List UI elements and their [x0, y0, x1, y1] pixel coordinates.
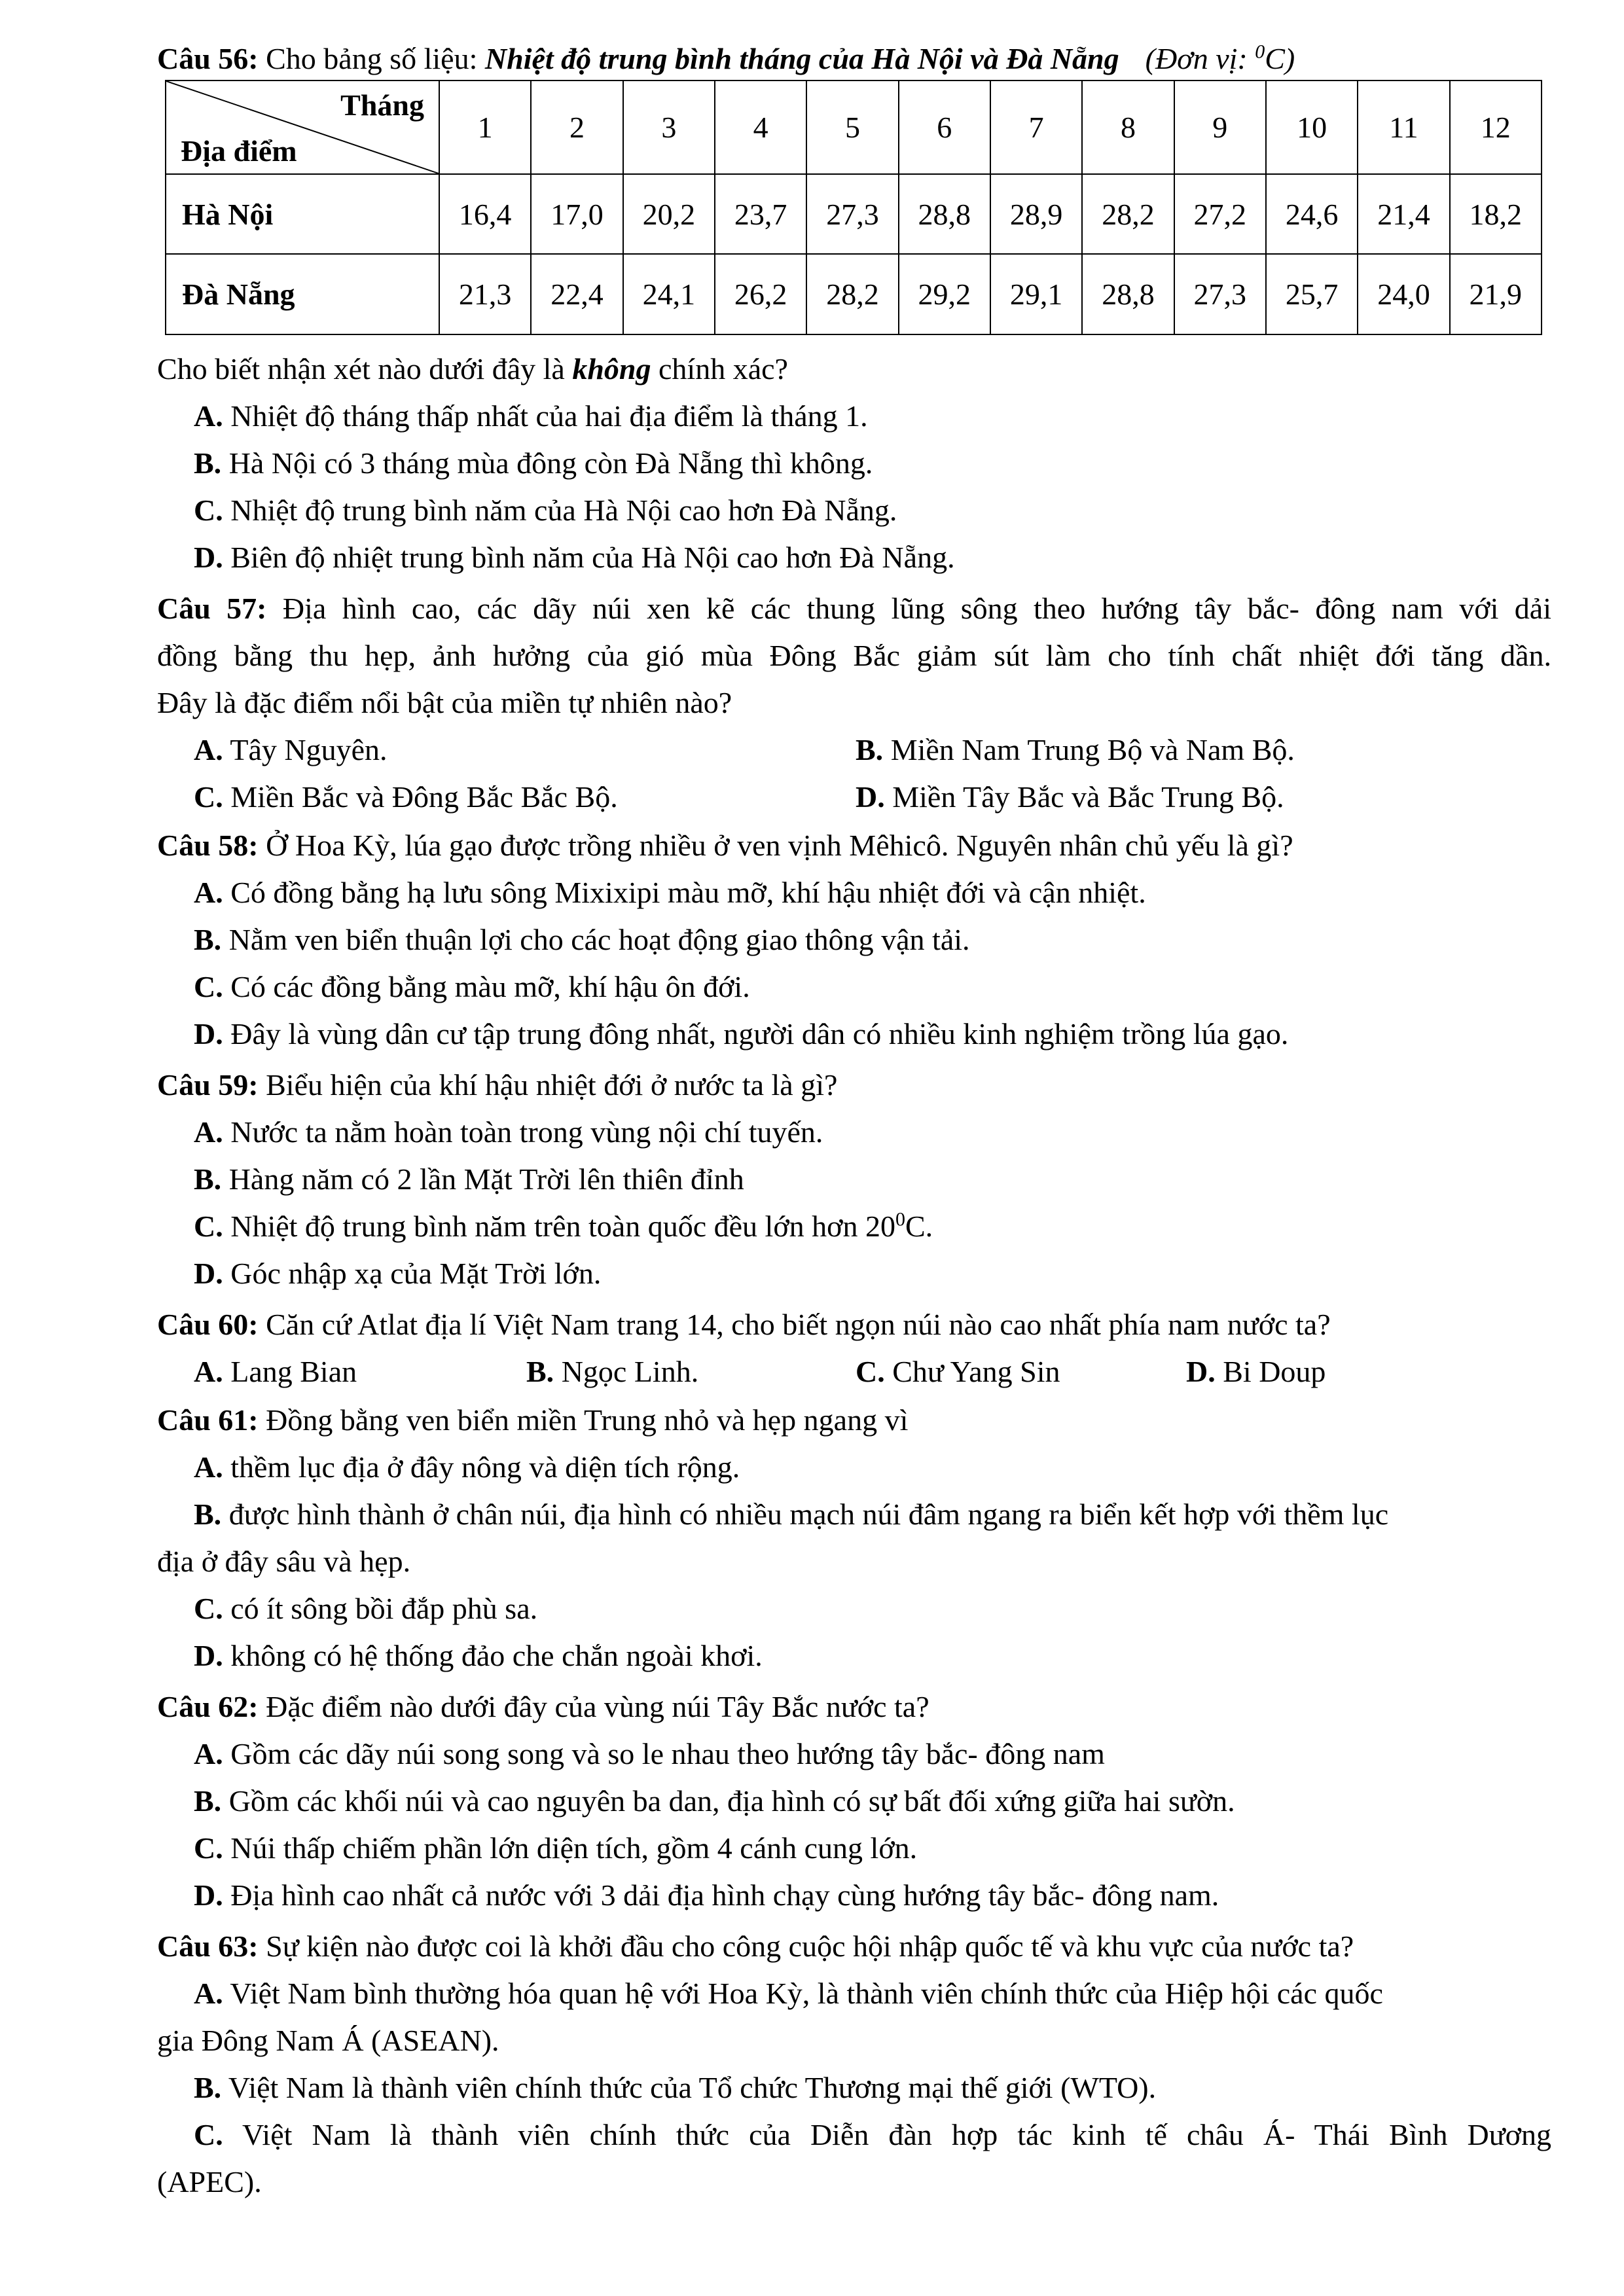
month-header: 2 — [531, 81, 623, 174]
q56-unit: (Đơn vị: $^0$C) — [1145, 41, 1295, 75]
table-corner-cell — [166, 81, 439, 174]
q59-stem: Câu 59: Biểu hiện của khí hậu nhiệt đới ở nước ta là gì? — [157, 1068, 838, 1102]
month-header: 3 — [623, 81, 715, 174]
q62-option-d: D. Địa hình cao nhất cả nước với 3 dải địa hình chạy cùng hướng tây bắc- đông nam. — [194, 1878, 1219, 1912]
q61-stem: Câu 61: Đồng bằng ven biển miền Trung nhỏ và hẹp ngang vì — [157, 1403, 909, 1437]
q63-option-a: A. Việt Nam bình thường hóa quan hệ với Hoa Kỳ, là thành viên chính thức của Hiệp hội các quốc — [194, 1977, 1383, 2010]
table-cell: 24,0 — [1358, 254, 1449, 334]
q56-intro: Cho bảng số liệu: — [258, 42, 485, 75]
table-cell: 28,2 — [1082, 174, 1174, 254]
month-header: 9 — [1174, 81, 1266, 174]
month-header: 12 — [1450, 81, 1542, 174]
table-cell: 24,1 — [623, 254, 715, 334]
q56-option-b: B. Hà Nội có 3 tháng mùa đông còn Đà Nẵng thì không. — [194, 446, 873, 480]
row-label-hanoi: Hà Nội — [166, 174, 439, 254]
q60-stem: Câu 60: Căn cứ Atlat địa lí Việt Nam trang 14, cho biết ngọn núi nào cao nhất phía nam nước ta? — [157, 1308, 1331, 1341]
table-cell: 21,4 — [1358, 174, 1449, 254]
q62-stem: Câu 62: Đặc điểm nào dưới đây của vùng núi Tây Bắc nước ta? — [157, 1690, 929, 1723]
q61-option-a: A. thềm lục địa ở đây nông và diện tích rộng. — [194, 1450, 740, 1484]
month-header: 11 — [1358, 81, 1449, 174]
table-cell: 26,2 — [715, 254, 806, 334]
q58-option-a: A. Có đồng bằng hạ lưu sông Mixixipi màu mỡ, khí hậu nhiệt đới và cận nhiệt. — [194, 876, 1146, 909]
q56-label: Câu 56: — [157, 42, 259, 75]
table-cell: 28,2 — [806, 254, 898, 334]
month-header: 6 — [899, 81, 990, 174]
q63-option-c: C. Việt Nam là thành viên chính thức của Diễn đàn hợp tác kinh tế châu Á- Thái Bình Dương — [194, 2118, 1551, 2151]
table-row-hanoi — [166, 174, 1542, 254]
table-cell: 20,2 — [623, 174, 715, 254]
q57-option-d: D. Miền Tây Bắc và Bắc Trung Bộ. — [856, 780, 1284, 814]
q57-label: Câu 57: — [157, 592, 267, 625]
q57-option-c: C. Miền Bắc và Đông Bắc Bắc Bộ. — [194, 780, 618, 814]
table-header-row — [166, 81, 1542, 174]
q62-option-b: B. Gồm các khối núi và cao nguyên ba dan, địa hình có sự bất đối xứng giữa hai sườn. — [194, 1784, 1235, 1818]
q57-option-b: B. Miền Nam Trung Bộ và Nam Bộ. — [856, 733, 1295, 766]
q63-option-b: B. Việt Nam là thành viên chính thức của Tổ chức Thương mại thế giới (WTO). — [194, 2071, 1157, 2104]
table-cell: 16,4 — [439, 174, 531, 254]
q56-table-title: Nhiệt độ trung bình tháng của Hà Nội và Đà Nẵng — [484, 42, 1119, 75]
q60-label: Câu 60: — [157, 1308, 259, 1341]
q57-stem-line2: đồng bằng thu hẹp, ảnh hưởng của gió mùa Đông Bắc giảm sút làm cho tính chất nhiệt đới tăng dần. — [157, 639, 1551, 672]
table-cell: 21,9 — [1450, 254, 1542, 334]
q56-emphasis: không — [572, 352, 651, 386]
q61-option-b: B. được hình thành ở chân núi, địa hình có nhiều mạch núi đâm ngang ra biển kết hợp với thềm lục — [194, 1498, 1389, 1531]
q60-option-b: B. Ngọc Linh. — [526, 1355, 699, 1388]
month-header: 5 — [806, 81, 898, 174]
q59-option-a: A. Nước ta nằm hoàn toàn trong vùng nội chí tuyến. — [194, 1115, 823, 1149]
q57-stem-line3: Đây là đặc điểm nổi bật của miền tự nhiên nào? — [157, 686, 732, 719]
q56-question: Cho biết nhận xét nào dưới đây là không chính xác? — [157, 352, 788, 386]
q59-option-d: D. Góc nhập xạ của Mặt Trời lớn. — [194, 1257, 602, 1290]
month-header: 8 — [1082, 81, 1174, 174]
q63-label: Câu 63: — [157, 1929, 259, 1963]
month-header: 4 — [715, 81, 806, 174]
q58-label: Câu 58: — [157, 829, 259, 862]
climate-table — [165, 80, 1542, 335]
q63-option-c-cont: (APEC). — [157, 2165, 262, 2198]
month-header: 10 — [1266, 81, 1358, 174]
table-cell: 28,8 — [1082, 254, 1174, 334]
table-cell: 23,7 — [715, 174, 806, 254]
q57-stem-line1: Câu 57: Địa hình cao, các dãy núi xen kẽ các thung lũng sông theo hướng tây bắc- đông nam với dải — [157, 592, 1551, 625]
q63-option-a-cont: gia Đông Nam Á (ASEAN). — [157, 2024, 499, 2057]
q57-option-a: A. Tây Nguyên. — [194, 733, 388, 766]
q61-option-d: D. không có hệ thống đảo che chắn ngoài khơi. — [194, 1639, 763, 1672]
q58-stem: Câu 58: Ở Hoa Kỳ, lúa gạo được trồng nhiều ở ven vịnh Mêhicô. Nguyên nhân chủ yếu là gì? — [157, 829, 1293, 862]
q56-heading — [157, 39, 1295, 79]
table-cell: 28,8 — [899, 174, 990, 254]
q61-label: Câu 61: — [157, 1403, 259, 1437]
table-cell: 24,6 — [1266, 174, 1358, 254]
q59-option-c: C. Nhiệt độ trung bình năm trên toàn quốc đều lớn hơn $20^0C$. — [194, 1208, 933, 1243]
month-header: 7 — [990, 81, 1082, 174]
q61-option-b-cont: địa ở đây sâu và hẹp. — [157, 1545, 411, 1578]
table-cell: 25,7 — [1266, 254, 1358, 334]
table-cell: 21,3 — [439, 254, 531, 334]
q58-option-b: B. Nằm ven biển thuận lợi cho các hoạt động giao thông vận tải. — [194, 923, 970, 956]
q62-option-c: C. Núi thấp chiếm phần lớn diện tích, gồm 4 cánh cung lớn. — [194, 1831, 918, 1865]
corner-place-label: Địa điểm — [181, 134, 297, 168]
q61-option-c: C. có ít sông bồi đắp phù sa. — [194, 1592, 538, 1625]
q59-option-b: B. Hàng năm có 2 lần Mặt Trời lên thiên đỉnh — [194, 1162, 744, 1196]
q58-option-c: C. Có các đồng bằng màu mỡ, khí hậu ôn đới. — [194, 970, 750, 1003]
q63-stem: Câu 63: Sự kiện nào được coi là khởi đầu cho công cuộc hội nhập quốc tế và khu vực của nước ta? — [157, 1929, 1354, 1963]
table-cell: 27,2 — [1174, 174, 1266, 254]
q56-option-c: C. Nhiệt độ trung bình năm của Hà Nội cao hơn Đà Nẵng. — [194, 493, 897, 527]
table-cell: 27,3 — [1174, 254, 1266, 334]
q60-option-d: D. Bi Doup — [1186, 1355, 1326, 1388]
table-cell: 29,2 — [899, 254, 990, 334]
table-cell: 22,4 — [531, 254, 623, 334]
table-cell: 29,1 — [990, 254, 1082, 334]
table-row-danang — [166, 254, 1542, 334]
q58-option-d: D. Đây là vùng dân cư tập trung đông nhất, người dân có nhiều kinh nghiệm trồng lúa gạo. — [194, 1017, 1289, 1050]
q56-option-d: D. Biên độ nhiệt trung bình năm của Hà Nội cao hơn Đà Nẵng. — [194, 541, 955, 574]
q60-option-c: C. Chư Yang Sin — [856, 1355, 1060, 1388]
q60-option-a: A. Lang Bian — [194, 1355, 357, 1388]
table-cell: 17,0 — [531, 174, 623, 254]
table-cell: 18,2 — [1450, 174, 1542, 254]
table-cell: 28,9 — [990, 174, 1082, 254]
q62-option-a: A. Gồm các dãy núi song song và so le nhau theo hướng tây bắc- đông nam — [194, 1737, 1105, 1770]
corner-month-label: Tháng — [340, 88, 424, 122]
table-cell: 27,3 — [806, 174, 898, 254]
row-label-danang: Đà Nẵng — [166, 254, 439, 334]
q56-option-a: A. Nhiệt độ tháng thấp nhất của hai địa điểm là tháng 1. — [194, 399, 868, 433]
q62-label: Câu 62: — [157, 1690, 259, 1723]
month-header: 1 — [439, 81, 531, 174]
q59-label: Câu 59: — [157, 1068, 259, 1102]
